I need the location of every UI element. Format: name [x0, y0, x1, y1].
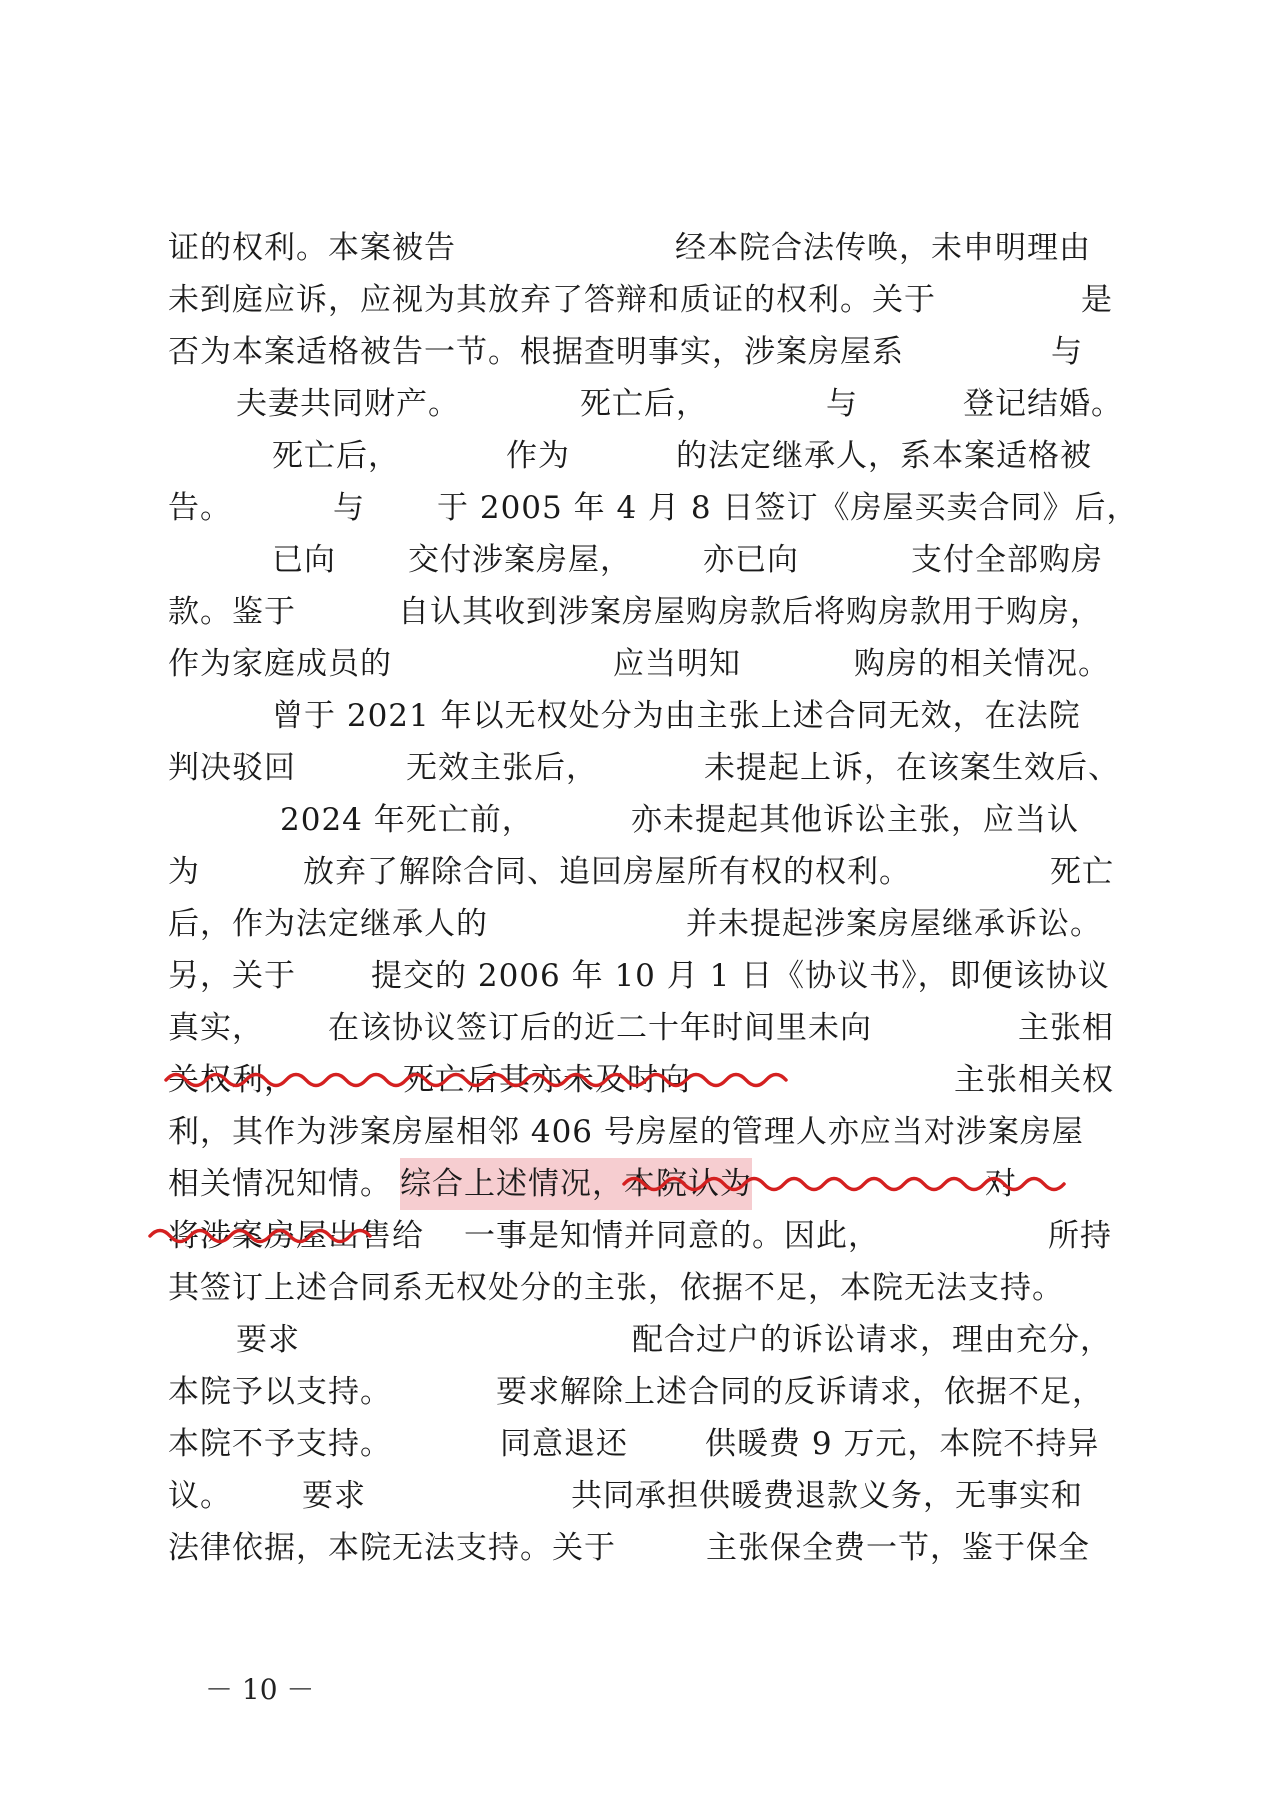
text-line [168, 1158, 1128, 1210]
text-segment: 共同承担供暖费退款义务，无事实和 [571, 1478, 1083, 1514]
text-segment: 将涉案房屋出售给 [168, 1218, 424, 1254]
text-line [168, 1002, 1128, 1054]
text-segment: 同意退还 [500, 1426, 628, 1462]
text-segment: 已向 [272, 542, 336, 578]
text-segment: 真实， [168, 1010, 264, 1046]
text-segment: 否为本案适格被告一节。根据查明事实，涉案房屋系 [168, 334, 904, 370]
text-segment: 登记结婚。 [963, 386, 1123, 422]
text-segment: 其签订上述合同系无权处分的主张，依据不足，本院无法支持。 [168, 1270, 1064, 1306]
text-segment: 款。鉴于 [168, 594, 296, 630]
text-segment: 与 [1051, 334, 1083, 370]
text-segment: 要求 [236, 1322, 300, 1358]
text-segment: 自认其收到涉案房屋购房款后将购房款用于购房， [398, 594, 1102, 630]
text-line [168, 1366, 1128, 1418]
text-segment: 配合过户的诉讼请求，理由充分， [632, 1322, 1112, 1358]
text-segment: 为 [168, 854, 200, 890]
text-segment: 另，关于 [168, 958, 296, 994]
text-segment: 议。 [168, 1478, 232, 1514]
highlighted-text-segment: 综合上述情况，本院认为 [400, 1158, 752, 1210]
text-line [168, 950, 1128, 1002]
judgment-body-text [168, 222, 1139, 1574]
text-line [168, 430, 1128, 482]
text-line [168, 1210, 1128, 1262]
text-segment: 于 2005 年 4 月 8 日签订《房屋买卖合同》后， [437, 490, 1139, 526]
text-segment: 一事是知情并同意的。因此， [464, 1218, 880, 1254]
text-segment: 要求解除上述合同的反诉请求，依据不足， [496, 1374, 1104, 1410]
text-segment: 死亡后， [272, 438, 400, 474]
text-line [168, 898, 1128, 950]
text-segment: 法律依据，本院无法支持。关于 [168, 1530, 616, 1566]
text-segment: 与 [333, 490, 365, 526]
text-line [168, 482, 1139, 534]
text-line [168, 534, 1128, 586]
text-segment: 关权利， [168, 1062, 296, 1098]
text-segment: 应当明知 [613, 646, 741, 682]
text-segment: 未到庭应诉，应视为其放弃了答辩和质证的权利。关于 [168, 282, 936, 318]
text-line [168, 1262, 1128, 1314]
page-number: － 10 － [205, 1673, 315, 1706]
text-line [168, 378, 1128, 430]
text-segment: 供暖费 9 万元，本院不持异 [705, 1426, 1100, 1462]
text-line [168, 690, 1128, 742]
text-line [168, 1314, 1128, 1366]
text-segment: 夫妻共同财产。 [236, 386, 460, 422]
text-segment: 证的权利。本案被告 [168, 230, 456, 266]
text-segment: 后，作为法定继承人的 [168, 906, 488, 942]
text-segment: 支付全部购房 [911, 542, 1103, 578]
text-segment: 死亡后其亦未及时向 [403, 1062, 691, 1098]
text-segment: 要求 [302, 1478, 366, 1514]
text-line [168, 1054, 1128, 1106]
text-segment: 本院不予支持。 [168, 1426, 392, 1462]
text-line [168, 638, 1128, 690]
text-segment: 是 [1081, 282, 1113, 318]
text-segment: 在该协议签订后的近二十年时间里未向 [328, 1010, 872, 1046]
text-segment: 判决驳回 [168, 750, 296, 786]
text-line [168, 274, 1128, 326]
text-line [168, 742, 1128, 794]
text-segment: 购房的相关情况。 [854, 646, 1110, 682]
text-segment: 告。 [168, 490, 232, 526]
text-line [168, 1522, 1128, 1574]
text-segment: 死亡后， [580, 386, 708, 422]
text-line [168, 1470, 1128, 1522]
text-segment: 并未提起涉案房屋继承诉讼。 [686, 906, 1102, 942]
text-segment: 本院予以支持。 [168, 1374, 392, 1410]
text-segment: 对 [985, 1166, 1017, 1202]
text-segment: 放弃了解除合同、追回房屋所有权的权利。 [303, 854, 911, 890]
text-segment: 作为家庭成员的 [168, 646, 392, 682]
text-segment: 利，其作为涉案房屋相邻 406 号房屋的管理人亦应当对涉案房屋 [168, 1114, 1084, 1150]
text-segment: 主张相 [1018, 1010, 1114, 1046]
text-segment: 亦未提起其他诉讼主张，应当认 [631, 802, 1079, 838]
text-segment: 提交的 2006 年 10 月 1 日《协议书》，即便该协议 [371, 958, 1110, 994]
text-segment: 主张保全费一节，鉴于保全 [706, 1530, 1090, 1566]
text-segment: 的法定继承人，系本案适格被 [676, 438, 1092, 474]
text-segment: 2024 年死亡前， [280, 802, 534, 838]
text-line [168, 1418, 1128, 1470]
text-segment: 死亡 [1050, 854, 1114, 890]
text-line [168, 222, 1128, 274]
text-line [168, 326, 1128, 378]
text-segment: 作为 [506, 438, 570, 474]
text-segment: 经本院合法传唤，未申明理由 [675, 230, 1091, 266]
text-line [168, 846, 1128, 898]
text-line [168, 1106, 1128, 1158]
text-segment: 交付涉案房屋， [408, 542, 632, 578]
text-segment: 与 [826, 386, 858, 422]
text-line [168, 586, 1128, 638]
text-segment: 亦已向 [703, 542, 799, 578]
text-segment: 所持 [1048, 1218, 1112, 1254]
text-line [168, 794, 1128, 846]
text-segment: 主张相关权 [954, 1062, 1114, 1098]
text-segment: 曾于 2021 年以无权处分为由主张上述合同无效，在法院 [272, 698, 1081, 734]
text-segment: 相关情况知情。 [168, 1166, 392, 1202]
text-segment: 无效主张后， [406, 750, 598, 786]
text-segment: 未提起上诉，在该案生效后、 [704, 750, 1120, 786]
